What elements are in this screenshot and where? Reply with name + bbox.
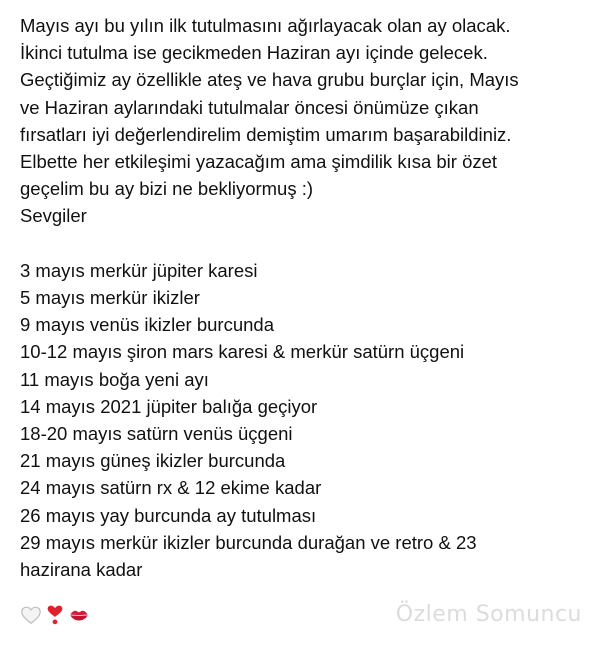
kiss-mark-icon (68, 604, 90, 626)
list-item: 3 mayıs merkür jüpiter karesi (20, 259, 258, 281)
list-item-line: hazirana kadar (20, 559, 143, 581)
heart-exclamation-icon (44, 604, 66, 626)
list-item: 10-12 mayıs şiron mars karesi & merkür satürn üçgeni (20, 341, 465, 363)
list-item: 14 mayıs 2021 jüpiter balığa geçiyor (20, 395, 318, 417)
watermark: Özlem Somuncu (395, 602, 582, 627)
intro-line: geçelim bu ay bizi ne bekliyormuş :) (20, 178, 314, 200)
intro-line: fırsatları iyi değerlendirelim demiştim umarım başarabildiniz. (20, 123, 512, 145)
event-list (20, 257, 590, 583)
list-item: 24 mayıs satürn rx & 12 ekime kadar (20, 477, 322, 499)
intro-line: İkinci tutulma ise gecikmeden Haziran ayı içinde gelecek. (20, 42, 488, 64)
list-item: 18-20 mayıs satürn venüs üçgeni (20, 423, 293, 445)
intro-line: Mayıs ayı bu yılın ilk tutulmasını ağırlayacak olan ay olacak. (20, 15, 511, 36)
emoji-row (20, 604, 90, 626)
list-item-line: 29 mayıs merkür ikizler burcunda durağan ve retro & 23 (20, 531, 477, 553)
list-item: 11 mayıs boğa yeni ayı (20, 368, 209, 390)
intro-line: Elbette her etkileşimi yazacağım ama şimdilik kısa bir özet (20, 151, 498, 173)
list-item: 21 mayıs güneş ikizler burcunda (20, 450, 286, 472)
intro-line: ve Haziran aylarındaki tutulmalar öncesi önümüze çıkan (20, 96, 479, 118)
white-heart-icon (20, 604, 42, 626)
post-text (20, 12, 590, 583)
list-item: 5 mayıs merkür ikizler (20, 287, 200, 309)
post-footer (20, 598, 582, 638)
list-item: 9 mayıs venüs ikizler burcunda (20, 314, 274, 336)
signoff: Sevgiler (20, 205, 87, 227)
list-item (20, 529, 590, 583)
intro-line: Geçtiğimiz ay özellikle ateş ve hava grubu burçlar için, Mayıs (20, 69, 519, 91)
list-item: 26 mayıs yay burcunda ay tutulması (20, 504, 317, 526)
spacer (20, 230, 590, 257)
